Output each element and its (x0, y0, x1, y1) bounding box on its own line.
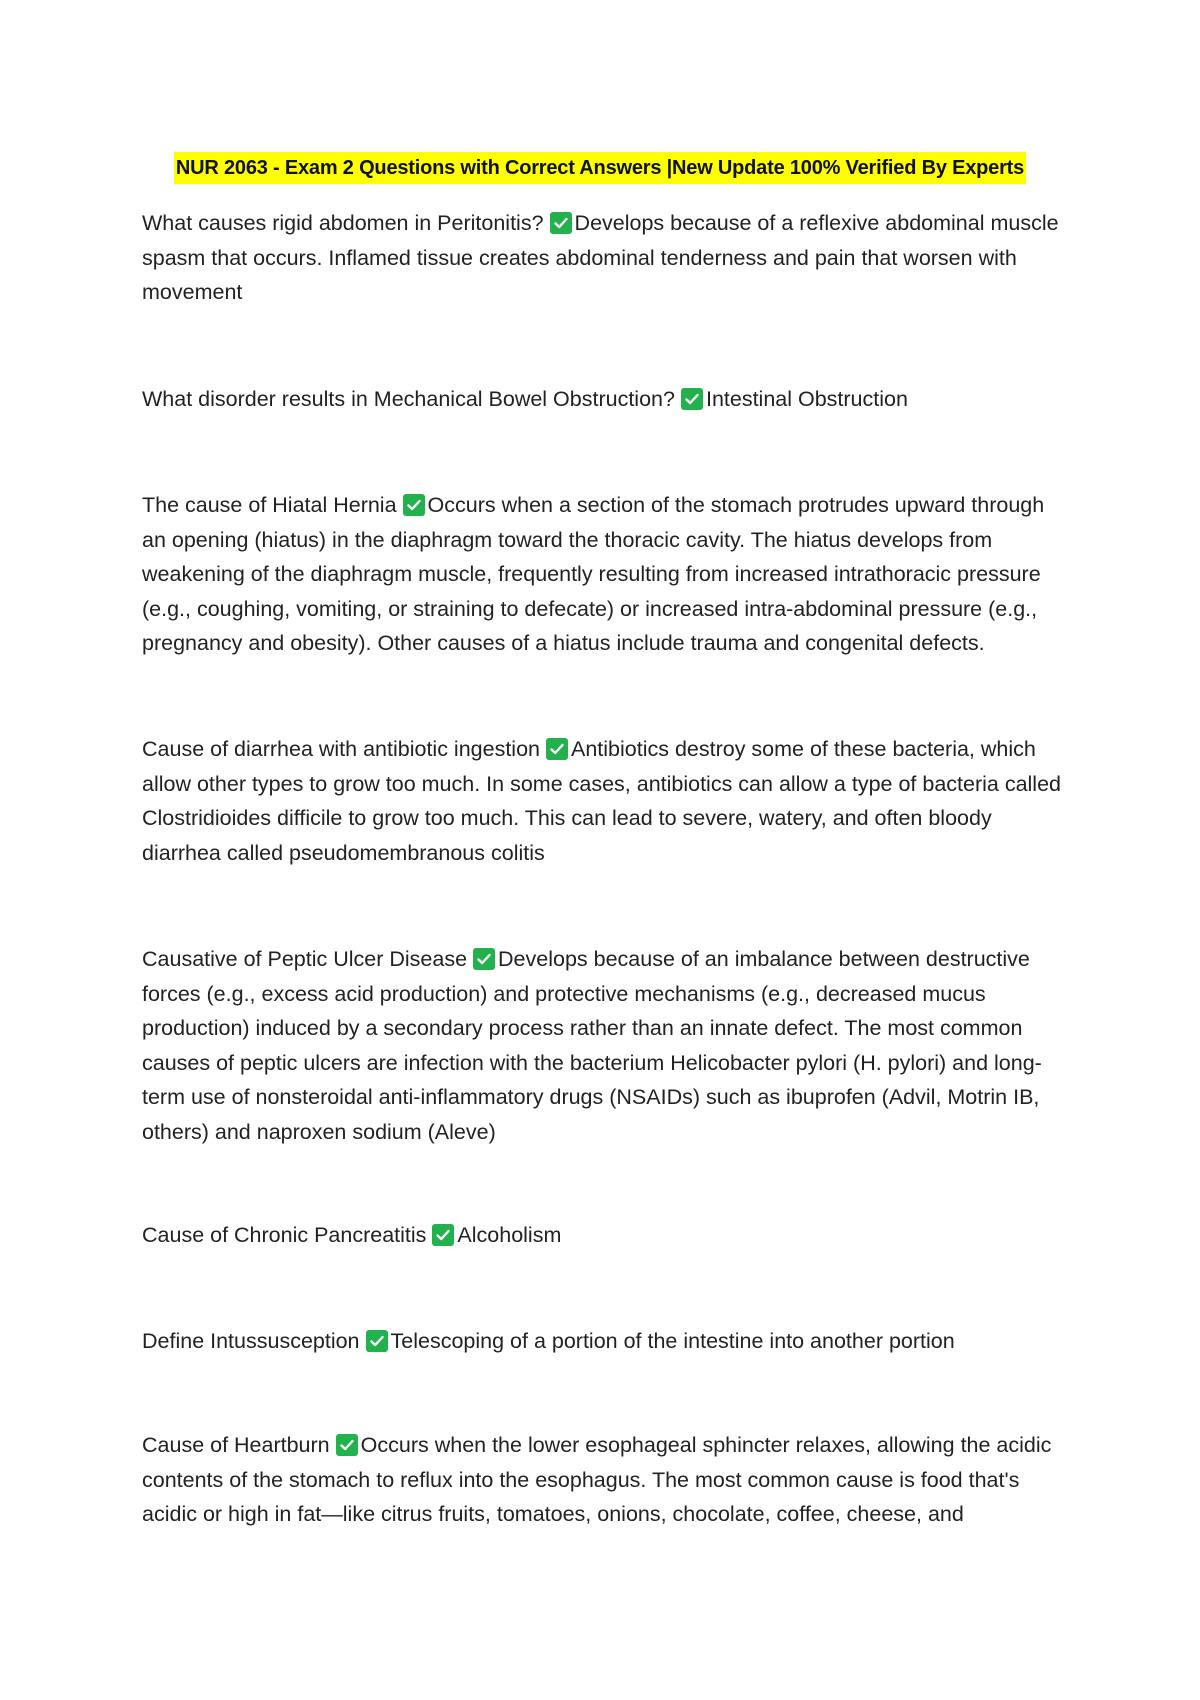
check-mark-icon (681, 388, 703, 410)
check-mark-icon (336, 1434, 358, 1456)
question-text: What causes rigid abdomen in Peritonitis? (142, 211, 544, 235)
qa-item (142, 732, 1072, 870)
qa-item (142, 1428, 1072, 1532)
answer-text: Alcoholism (457, 1223, 562, 1247)
question-text: Cause of diarrhea with antibiotic ingestion (142, 737, 540, 761)
answer-text: Occurs when a section of the stomach protrudes upward through an opening (hiatus) in the diaphragm toward the thoracic cavity. The hiatus develops from weakening of the diaphragm muscle, frequently resulting from increased intrathoracic pressure (e.g., coughing, vomiting, or straining to defecate) or increased intra-abdominal pressure (e.g., pregnancy and obesity). Other causes of a hiatus include trauma and congenital defects. (142, 493, 1045, 655)
question-text: Define Intussusception (142, 1329, 360, 1353)
answer-text: Intestinal Obstruction (705, 387, 908, 411)
check-mark-icon (432, 1224, 454, 1246)
answer-text: Develops because of an imbalance between destructive forces (e.g., excess acid production) and protective mechanisms (e.g., decreased mucus production) induced by a secondary process rather than an innate defect. The most common causes of peptic ulcers are infection with the bacterium Helicobacter pylori (H. pylori) and long-term use of nonsteroidal anti-inflammatory drugs (NSAIDs) such as ibuprofen (Advil, Motrin IB, others) and naproxen sodium (Aleve) (142, 947, 1042, 1144)
check-mark-icon (403, 494, 425, 516)
qa-item (142, 488, 1072, 661)
answer-text: Occurs when the lower esophageal sphincter relaxes, allowing the acidic contents of the stomach to reflux into the esophagus. The most common cause is food that's acidic or high in fat—like citrus fruits, tomatoes, onions, chocolate, coffee, cheese, and (142, 1433, 1052, 1526)
document-title: NUR 2063 - Exam 2 Questions with Correct Answers |New Update 100% Verified By Experts (174, 152, 1026, 184)
check-mark-icon (473, 948, 495, 970)
question-text: Cause of Chronic Pancreatitis (142, 1223, 427, 1247)
qa-item (142, 382, 1072, 417)
qa-item (142, 942, 1072, 1149)
answer-text: Antibiotics destroy some of these bacteria, which allow other types to grow too much. In some cases, antibiotics can allow a type of bacteria called Clostridioides difficile to grow too much. This can lead to severe, watery, and often bloody diarrhea called pseudomembranous colitis (142, 737, 1061, 865)
question-text: Cause of Heartburn (142, 1433, 330, 1457)
answer-text: Telescoping of a portion of the intestine into another portion (390, 1329, 955, 1353)
check-mark-icon (366, 1330, 388, 1352)
title-wrapper (0, 152, 1200, 184)
question-text: The cause of Hiatal Hernia (142, 493, 397, 517)
question-text: What disorder results in Mechanical Bowel Obstruction? (142, 387, 675, 411)
qa-item (142, 1324, 1072, 1359)
qa-item (142, 206, 1072, 310)
check-mark-icon (550, 212, 572, 234)
question-text: Causative of Peptic Ulcer Disease (142, 947, 468, 971)
qa-item (142, 1218, 1072, 1253)
check-mark-icon (546, 738, 568, 760)
answer-text: Develops because of a reflexive abdominal muscle spasm that occurs. Inflamed tissue creates abdominal tenderness and pain that worsen with movement (142, 211, 1059, 304)
